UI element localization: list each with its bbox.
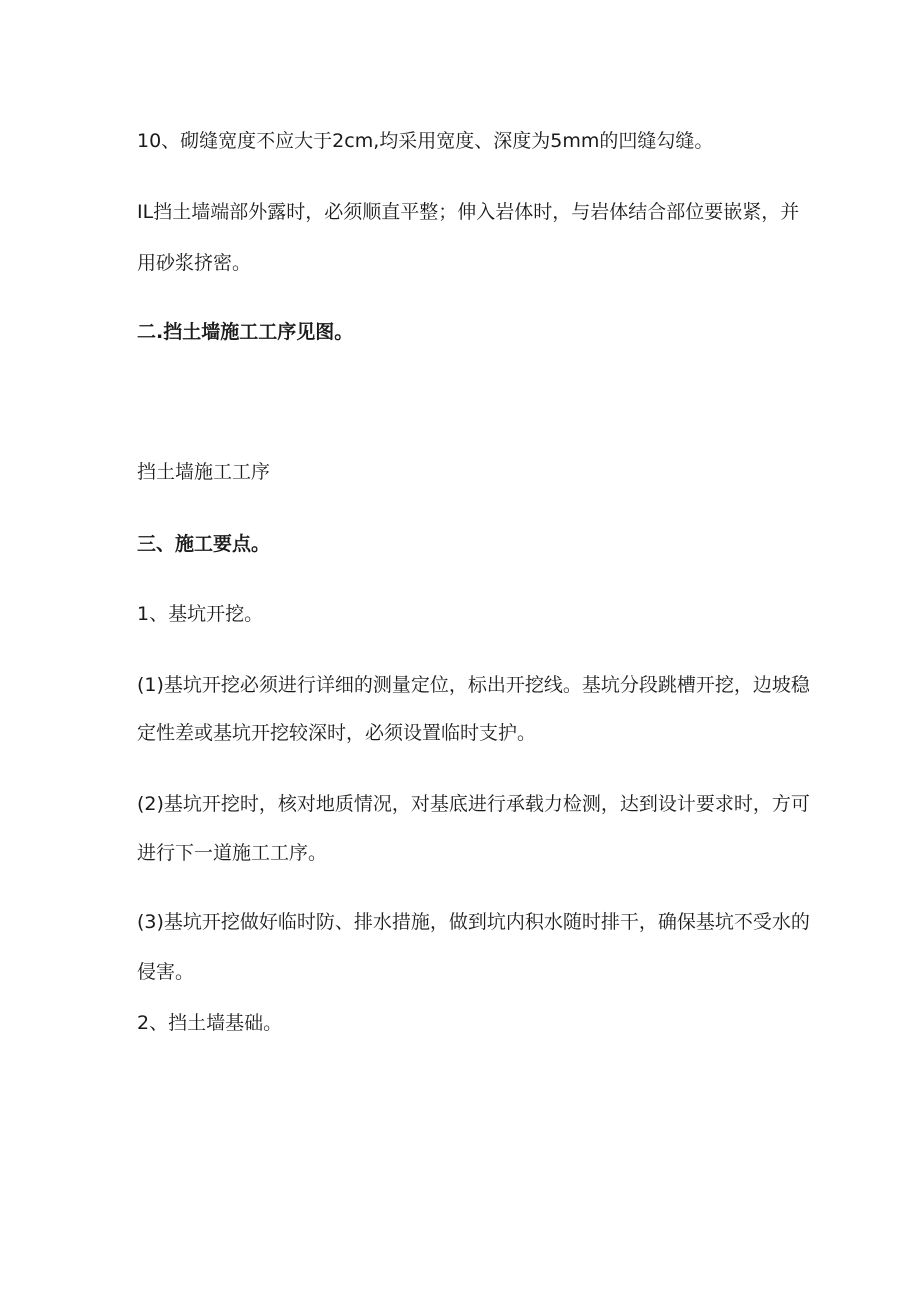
subsection-2-heading: 2、挡土墙基础。 [137, 1012, 283, 1034]
figure-caption: 挡土墙施工工序 [137, 461, 271, 483]
item-10-text: 10、砌缝宽度不应大于2cm,均采用宽度、深度为5mm的凹缝勾缝。 [137, 130, 714, 152]
paragraph-3-line-1: (3)基坑开挖做好临时防、排水措施，做到坑内积水随时排干，确保基坑不受水的 [137, 911, 810, 933]
section-2-heading: 二.挡土墙施工工序见图。 [137, 321, 354, 343]
section-3-heading: 三、施工要点。 [137, 533, 271, 555]
paragraph-2-line-1: (2)基坑开挖时，核对地质情况，对基底进行承载力检测，达到设计要求时，方可 [137, 793, 810, 815]
paragraph-3-line-2: 侵害。 [137, 961, 195, 983]
item-11-line-1: IL挡土墙端部外露时，必须顺直平整；伸入岩体时，与岩体结合部位要嵌紧，并 [137, 201, 800, 223]
subsection-1-heading: 1、基坑开挖。 [137, 603, 264, 625]
item-11-line-2: 用砂浆挤密。 [137, 252, 252, 274]
paragraph-1-line-1: (1)基坑开挖必须进行详细的测量定位，标出开挖线。基坑分段跳槽开挖，边坡稳 [137, 674, 810, 696]
paragraph-1-line-2: 定性差或基坑开挖较深时，必须设置临时支护。 [137, 722, 537, 744]
paragraph-2-line-2: 进行下一道施工工序。 [137, 842, 328, 864]
